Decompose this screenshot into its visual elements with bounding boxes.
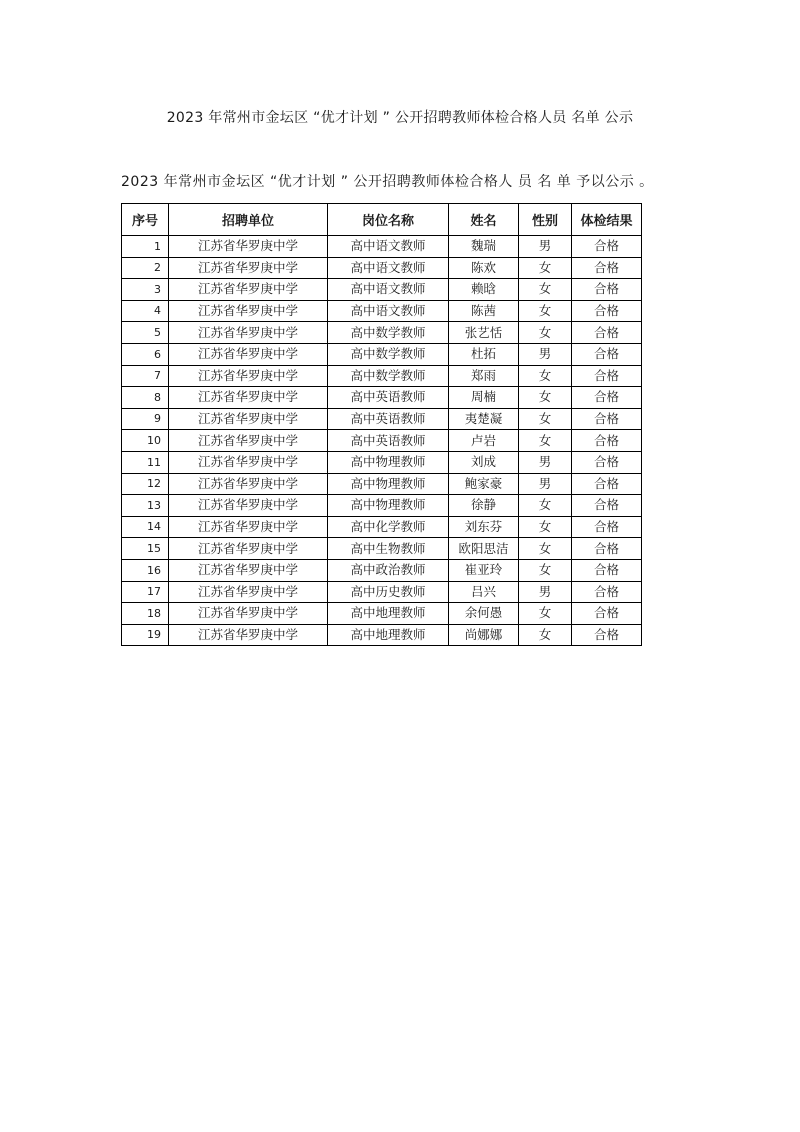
cell-name: 陈欢 — [449, 257, 519, 279]
cell-unit: 江苏省华罗庚中学 — [169, 624, 328, 646]
table-row — [122, 516, 642, 538]
cell-seq: 16 — [122, 559, 169, 581]
header-gender: 性别 — [519, 204, 572, 236]
cell-gender: 女 — [519, 559, 572, 581]
cell-result: 合格 — [572, 538, 642, 560]
cell-seq: 14 — [122, 516, 169, 538]
cell-gender: 女 — [519, 495, 572, 517]
cell-result: 合格 — [572, 430, 642, 452]
cell-unit: 江苏省华罗庚中学 — [169, 603, 328, 625]
table-row — [122, 581, 642, 603]
cell-result: 合格 — [572, 473, 642, 495]
cell-gender: 女 — [519, 257, 572, 279]
table-row — [122, 300, 642, 322]
cell-name: 吕兴 — [449, 581, 519, 603]
cell-gender: 女 — [519, 408, 572, 430]
table-row — [122, 343, 642, 365]
table-row — [122, 279, 642, 301]
table-row — [122, 451, 642, 473]
cell-unit: 江苏省华罗庚中学 — [169, 538, 328, 560]
table-row — [122, 408, 642, 430]
table-row — [122, 603, 642, 625]
cell-name: 欧阳思洁 — [449, 538, 519, 560]
cell-position: 高中语文教师 — [328, 300, 449, 322]
cell-gender: 女 — [519, 516, 572, 538]
cell-position: 高中语文教师 — [328, 257, 449, 279]
cell-gender: 女 — [519, 300, 572, 322]
cell-name: 尚娜娜 — [449, 624, 519, 646]
cell-position: 高中历史教师 — [328, 581, 449, 603]
cell-unit: 江苏省华罗庚中学 — [169, 387, 328, 409]
cell-seq: 18 — [122, 603, 169, 625]
cell-gender: 女 — [519, 322, 572, 344]
table-row — [122, 365, 642, 387]
cell-unit: 江苏省华罗庚中学 — [169, 365, 328, 387]
header-name: 姓名 — [449, 204, 519, 236]
cell-position: 高中化学教师 — [328, 516, 449, 538]
cell-position: 高中语文教师 — [328, 236, 449, 258]
cell-unit: 江苏省华罗庚中学 — [169, 473, 328, 495]
cell-result: 合格 — [572, 236, 642, 258]
cell-name: 郑雨 — [449, 365, 519, 387]
cell-unit: 江苏省华罗庚中学 — [169, 516, 328, 538]
cell-name: 徐静 — [449, 495, 519, 517]
cell-name: 刘成 — [449, 451, 519, 473]
cell-seq: 11 — [122, 451, 169, 473]
table-row — [122, 559, 642, 581]
cell-result: 合格 — [572, 279, 642, 301]
header-result: 体检结果 — [572, 204, 642, 236]
cell-name: 卢岩 — [449, 430, 519, 452]
cell-gender: 男 — [519, 581, 572, 603]
cell-gender: 女 — [519, 279, 572, 301]
cell-unit: 江苏省华罗庚中学 — [169, 300, 328, 322]
table-row — [122, 236, 642, 258]
cell-seq: 8 — [122, 387, 169, 409]
cell-result: 合格 — [572, 408, 642, 430]
header-seq: 序号 — [122, 204, 169, 236]
cell-name: 赖晗 — [449, 279, 519, 301]
cell-result: 合格 — [572, 387, 642, 409]
cell-unit: 江苏省华罗庚中学 — [169, 257, 328, 279]
cell-position: 高中数学教师 — [328, 343, 449, 365]
cell-seq: 13 — [122, 495, 169, 517]
cell-seq: 5 — [122, 322, 169, 344]
results-table — [121, 203, 642, 646]
cell-position: 高中语文教师 — [328, 279, 449, 301]
cell-unit: 江苏省华罗庚中学 — [169, 451, 328, 473]
cell-result: 合格 — [572, 603, 642, 625]
cell-seq: 17 — [122, 581, 169, 603]
cell-position: 高中英语教师 — [328, 408, 449, 430]
cell-seq: 2 — [122, 257, 169, 279]
cell-result: 合格 — [572, 451, 642, 473]
table-row — [122, 538, 642, 560]
cell-seq: 10 — [122, 430, 169, 452]
cell-position: 高中英语教师 — [328, 387, 449, 409]
cell-gender: 男 — [519, 236, 572, 258]
cell-result: 合格 — [572, 257, 642, 279]
cell-unit: 江苏省华罗庚中学 — [169, 322, 328, 344]
cell-position: 高中地理教师 — [328, 603, 449, 625]
cell-unit: 江苏省华罗庚中学 — [169, 581, 328, 603]
cell-seq: 1 — [122, 236, 169, 258]
cell-position: 高中数学教师 — [328, 322, 449, 344]
cell-gender: 女 — [519, 430, 572, 452]
table-row — [122, 473, 642, 495]
cell-unit: 江苏省华罗庚中学 — [169, 559, 328, 581]
cell-name: 杜拓 — [449, 343, 519, 365]
cell-gender: 女 — [519, 365, 572, 387]
table-row — [122, 430, 642, 452]
cell-name: 鲍家豪 — [449, 473, 519, 495]
cell-position: 高中生物教师 — [328, 538, 449, 560]
table-row — [122, 257, 642, 279]
table-row — [122, 387, 642, 409]
cell-result: 合格 — [572, 516, 642, 538]
document-title: 2023 年常州市金坛区 “优才计划 ” 公开招聘教师体检合格人员 名单 公示 — [166, 110, 634, 126]
cell-result: 合格 — [572, 581, 642, 603]
cell-result: 合格 — [572, 365, 642, 387]
cell-gender: 男 — [519, 343, 572, 365]
table-row — [122, 495, 642, 517]
cell-seq: 7 — [122, 365, 169, 387]
cell-seq: 9 — [122, 408, 169, 430]
cell-position: 高中物理教师 — [328, 451, 449, 473]
cell-seq: 4 — [122, 300, 169, 322]
cell-seq: 3 — [122, 279, 169, 301]
cell-gender: 男 — [519, 451, 572, 473]
cell-result: 合格 — [572, 343, 642, 365]
cell-position: 高中英语教师 — [328, 430, 449, 452]
cell-gender: 女 — [519, 538, 572, 560]
cell-unit: 江苏省华罗庚中学 — [169, 430, 328, 452]
cell-name: 崔亚玲 — [449, 559, 519, 581]
cell-gender: 女 — [519, 387, 572, 409]
table-row — [122, 624, 642, 646]
document-subtitle: 2023 年常州市金坛区 “优才计划 ” 公开招聘教师体检合格人 员 名 单 予以公示 。 — [121, 174, 654, 190]
cell-position: 高中物理教师 — [328, 495, 449, 517]
header-position: 岗位名称 — [328, 204, 449, 236]
cell-name: 魏瑞 — [449, 236, 519, 258]
cell-name: 周楠 — [449, 387, 519, 409]
cell-result: 合格 — [572, 495, 642, 517]
table-body — [122, 236, 642, 646]
cell-result: 合格 — [572, 300, 642, 322]
cell-unit: 江苏省华罗庚中学 — [169, 495, 328, 517]
cell-name: 刘东芬 — [449, 516, 519, 538]
cell-unit: 江苏省华罗庚中学 — [169, 236, 328, 258]
cell-position: 高中数学教师 — [328, 365, 449, 387]
cell-gender: 女 — [519, 603, 572, 625]
cell-seq: 6 — [122, 343, 169, 365]
cell-gender: 男 — [519, 473, 572, 495]
cell-result: 合格 — [572, 624, 642, 646]
cell-position: 高中地理教师 — [328, 624, 449, 646]
table-row — [122, 322, 642, 344]
cell-seq: 19 — [122, 624, 169, 646]
cell-position: 高中政治教师 — [328, 559, 449, 581]
cell-unit: 江苏省华罗庚中学 — [169, 408, 328, 430]
cell-name: 陈茜 — [449, 300, 519, 322]
cell-result: 合格 — [572, 322, 642, 344]
cell-unit: 江苏省华罗庚中学 — [169, 279, 328, 301]
cell-seq: 15 — [122, 538, 169, 560]
cell-name: 张艺恬 — [449, 322, 519, 344]
cell-name: 余何愚 — [449, 603, 519, 625]
table-header-row — [122, 204, 642, 236]
header-unit: 招聘单位 — [169, 204, 328, 236]
cell-gender: 女 — [519, 624, 572, 646]
cell-position: 高中物理教师 — [328, 473, 449, 495]
cell-seq: 12 — [122, 473, 169, 495]
cell-name: 夷楚凝 — [449, 408, 519, 430]
cell-unit: 江苏省华罗庚中学 — [169, 343, 328, 365]
cell-result: 合格 — [572, 559, 642, 581]
